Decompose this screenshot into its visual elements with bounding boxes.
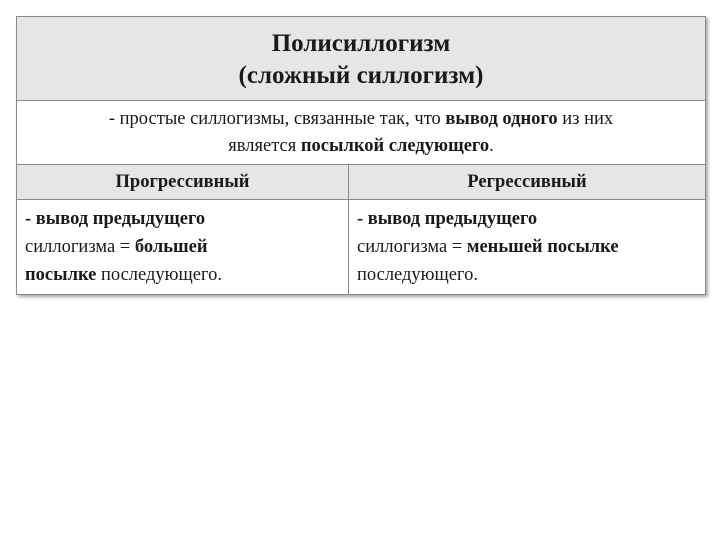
progressive-bold-1: - вывод предыдущего	[25, 209, 206, 229]
content-row	[17, 200, 705, 294]
title-subtitle: (сложный силлогизм)	[238, 61, 484, 89]
definition-bold-premise: посылкой следующего	[300, 135, 490, 156]
progressive-part-1: силлогизма =	[25, 237, 135, 257]
definition-part-2: из них	[557, 108, 614, 129]
progressive-bold-3: посылке	[25, 265, 97, 285]
definition-row	[17, 101, 705, 165]
definition-bold-conclusion: вывод одного	[445, 108, 558, 129]
definition-part-4: .	[489, 135, 494, 156]
definition-part-3: является	[228, 135, 301, 156]
definition-part-1: - простые силлогизмы, связанные так, что	[108, 108, 446, 129]
title-row	[17, 17, 705, 101]
regressive-bold-1: - вывод предыдущего	[357, 209, 538, 229]
column-header-row	[17, 165, 705, 200]
progressive-cell	[17, 200, 349, 294]
regressive-part-2: последующего.	[357, 265, 478, 285]
polysyllogism-table	[16, 16, 706, 295]
regressive-header: Регрессивный	[467, 171, 587, 192]
definition-text	[31, 106, 691, 160]
regressive-cell	[349, 200, 705, 294]
regressive-part-1: силлогизма =	[357, 237, 467, 257]
progressive-header: Прогрессивный	[17, 165, 349, 199]
progressive-bold-2: большей	[134, 237, 208, 257]
title-main: Полисиллогизм	[271, 29, 451, 57]
progressive-part-2: последующего.	[96, 265, 222, 285]
regressive-bold-2: меньшей посылке	[466, 237, 619, 257]
